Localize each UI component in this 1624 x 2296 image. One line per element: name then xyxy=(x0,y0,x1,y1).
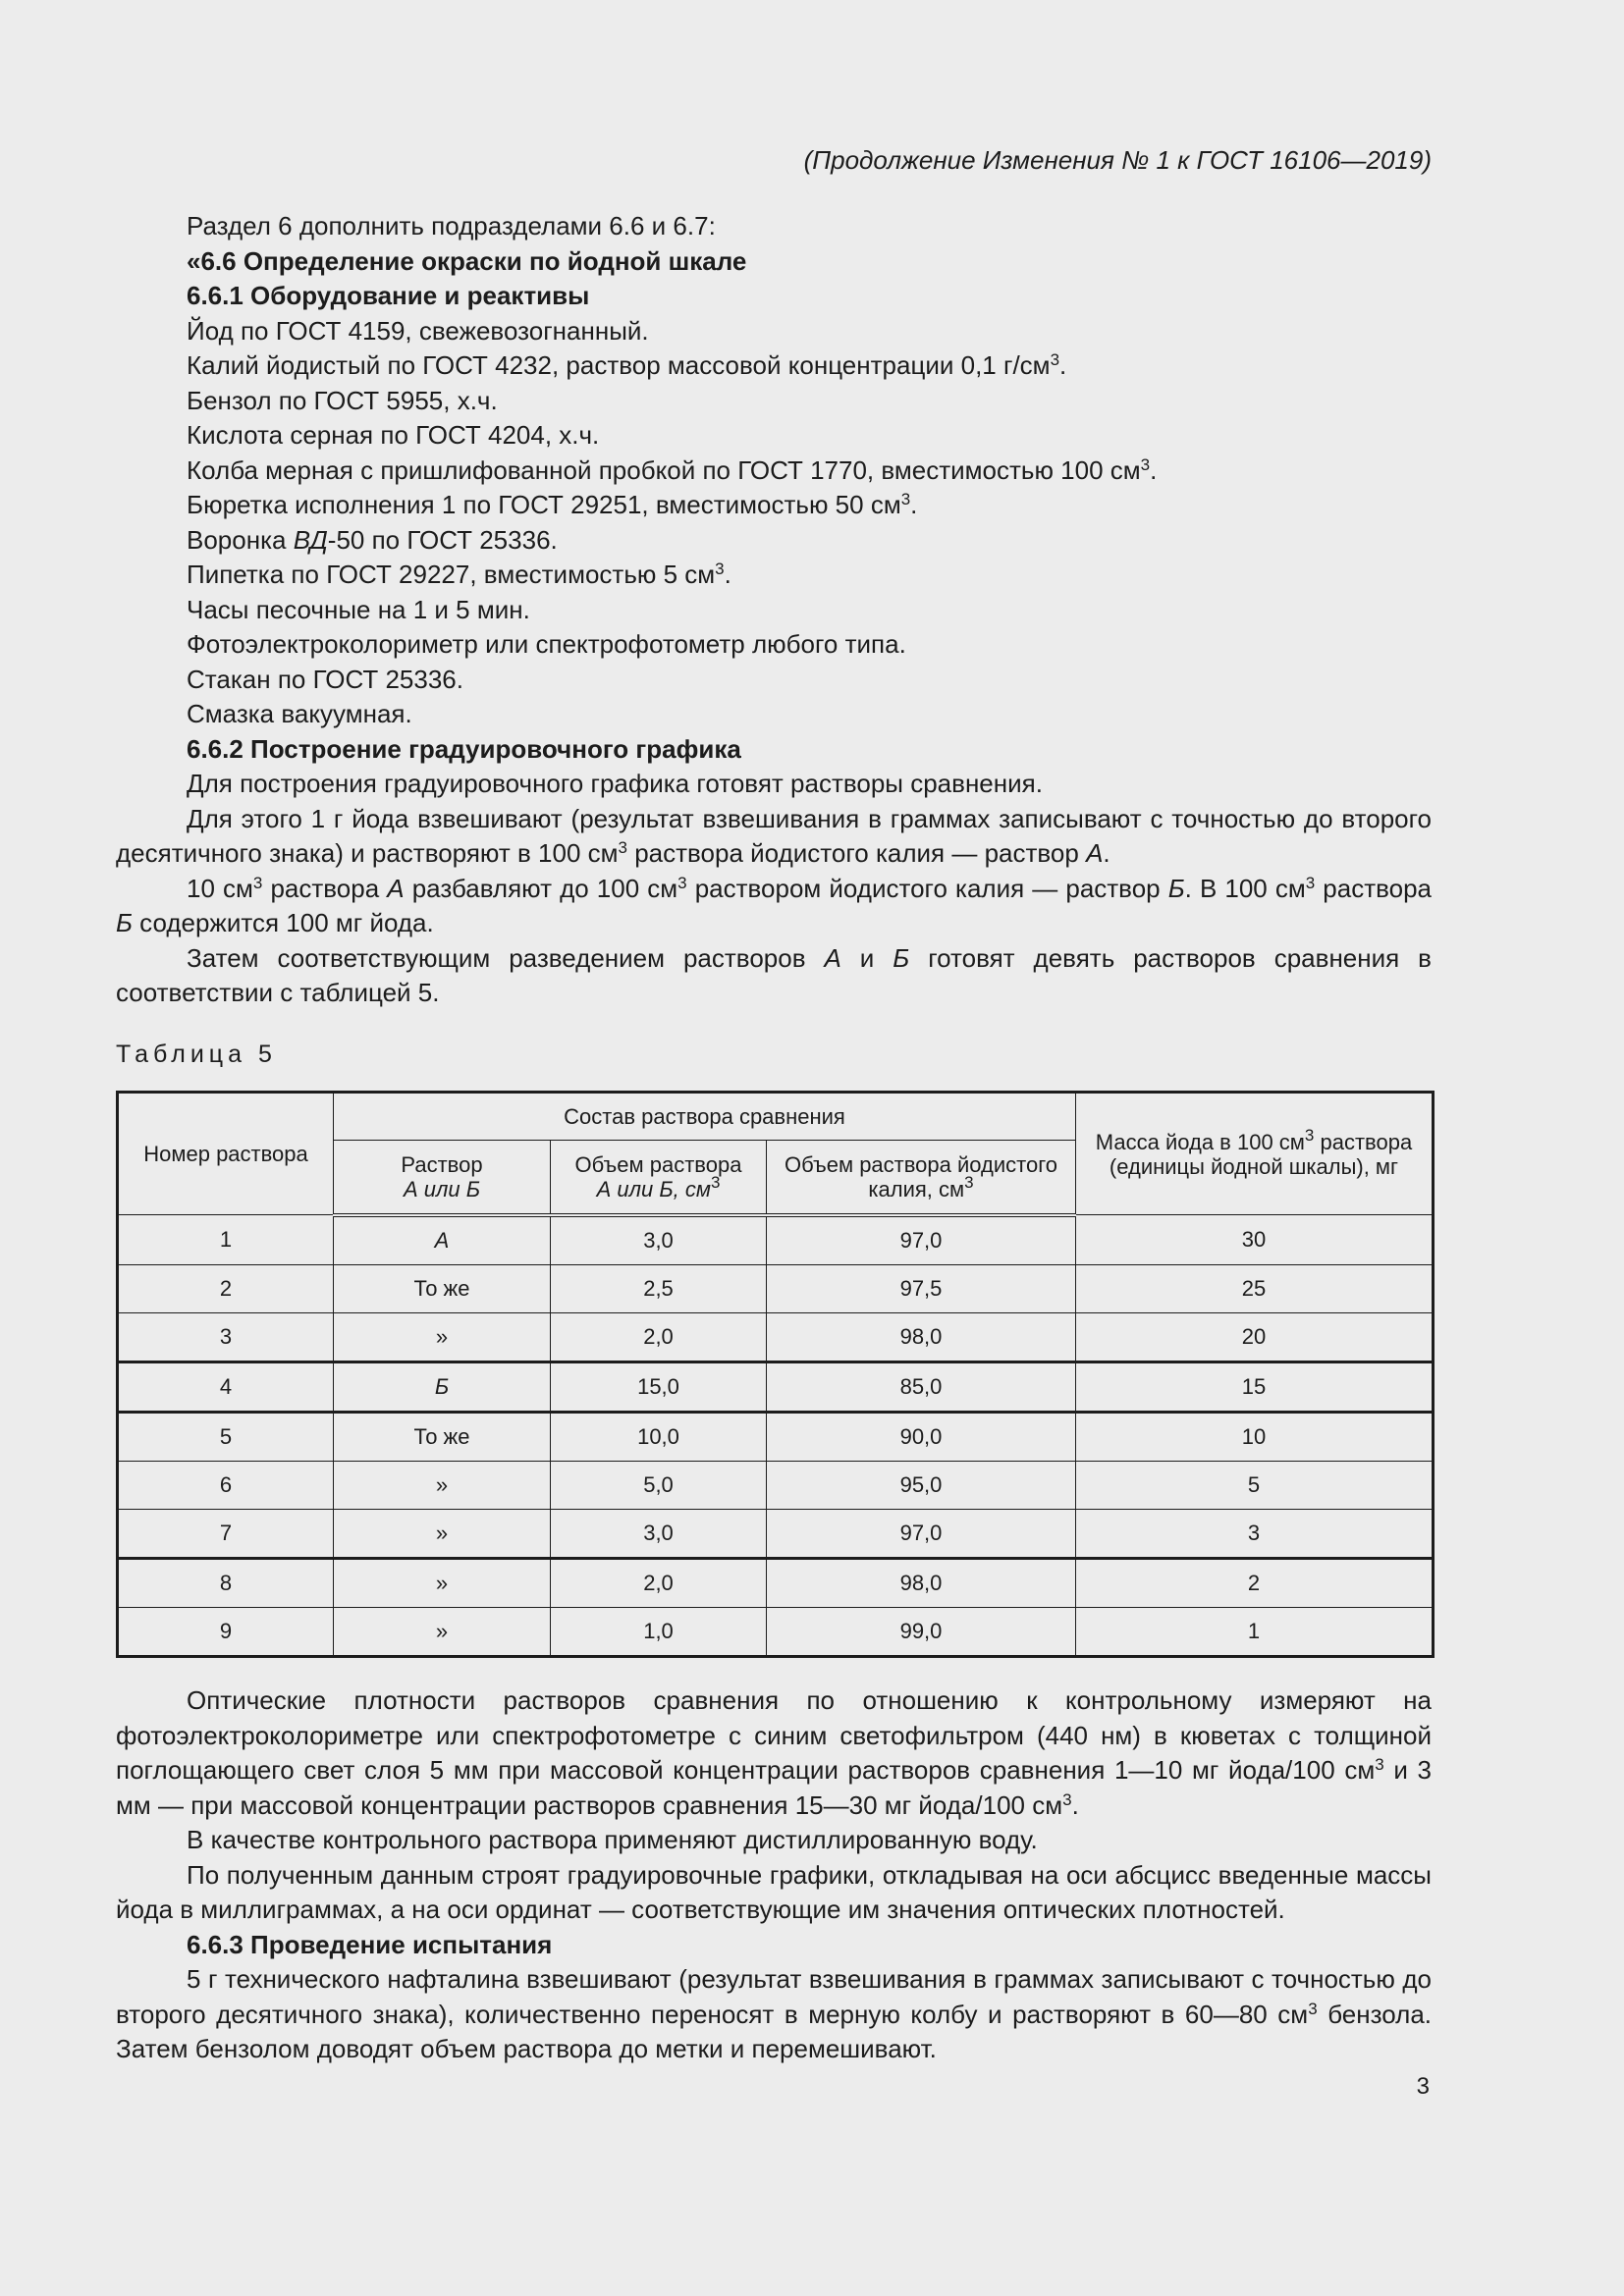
paragraph-4: Затем соответствующим разведением растворов А и Б готовят девять растворов сравнения в соответствии с таблицей 5. xyxy=(116,942,1432,1007)
running-header: (Продолжение Изменения № 1 к ГОСТ 16106—2019) xyxy=(803,145,1432,175)
header-composition-group: Состав раствора сравнения xyxy=(334,1093,1076,1141)
item-iodine: Йод по ГОСТ 4159, свежевозогнанный. xyxy=(187,315,649,346)
header-iodine-mass: Масса йода в 100 $см^3$ раствора (единицы йодной шкалы), мг xyxy=(1076,1093,1434,1215)
item-grease: Смазка вакуумная. xyxy=(187,699,412,728)
paragraph-8: 5 г технического нафталина взвешивают (результат взвешивания в граммах записывают с точностью до второго десятичного знака), количественно переносят в мерную колбу и растворяют в 60—80 $см^3$ бензола. Затем бензолом доводят объем раствора до метки и перемешивают. xyxy=(116,1964,1432,2063)
paragraph-3: 10 $см^3$ раствора А разбавляют до 100 $см^3$ раствором йодистого калия — раствор Б. В 100 $см^3$ раствора Б содержится 100 мг йода. xyxy=(116,873,1432,937)
header-ki-volume: Объем раствора йодистого калия, $см^3$ xyxy=(767,1141,1076,1215)
paragraph-6: В качестве контрольного раствора применяют дистиллированную воду. xyxy=(187,1825,1038,1854)
paragraph-1: Для построения градуировочного графика готовят растворы сравнения. xyxy=(187,769,1043,798)
paragraph-5: Оптические плотности растворов сравнения по отношению к контрольному измеряют на фотоэлектроколориметре или спектрофотометре с синим светофильтром (440 нм) в кюветах с толщиной поглощающего свет слоя 5 мм при массовой концентрации растворов сравнения 1—10 мг йода/100 $см^3$ и 3 мм — при массовой концентрации растворов сравнения 15—30 мг йода/100 $см^3$. xyxy=(116,1685,1433,1820)
paragraph-2: Для этого 1 г йода взвешивают (результат взвешивания в граммах записывают с точностью до второго десятичного знака) и растворяют в 100 $см^3$ раствора йодистого калия — раствор А. xyxy=(116,803,1432,868)
subsection-calibration: 6.6.2 Построение градуировочного графика xyxy=(187,733,741,764)
item-benzene: Бензол по ГОСТ 5955, х.ч. xyxy=(187,385,498,415)
table-row: 1 А 3,0 97,0 30 xyxy=(118,1215,1434,1265)
paragraph-7: По полученным данным строят градуировочные графики, откладывая на оси абсцисс введенные массы йода в миллиграммах, а на оси ординат — соответствующие им значения оптических плотностей. xyxy=(116,1859,1432,1924)
header-solution-volume: Объем раствора А или Б, $см^3$ xyxy=(551,1141,767,1215)
intro-line: Раздел 6 дополнить подразделами 6.6 и 6.7: xyxy=(187,211,716,240)
item-hourglass: Часы песочные на 1 и 5 мин. xyxy=(187,594,530,624)
header-solution-number: Номер раствора xyxy=(118,1093,334,1215)
table-row: 6 » 5,0 95,0 5 xyxy=(118,1461,1434,1509)
table-row: 7 » 3,0 97,0 3 xyxy=(118,1509,1434,1558)
item-photometer: Фотоэлектроколориметр или спектрофотометр любого типа. xyxy=(187,629,906,659)
table-row: 4 Б 15,0 85,0 15 xyxy=(118,1362,1434,1412)
item-beaker: Стакан по ГОСТ 25336. xyxy=(187,664,463,694)
table-row: 2 То же 2,5 97,5 25 xyxy=(118,1264,1434,1312)
subsection-equipment: 6.6.1 Оборудование и реактивы xyxy=(187,281,590,310)
section-title: «6.6 Определение окраски по йодной шкале xyxy=(187,245,747,276)
text-block-top xyxy=(116,209,1432,1011)
table-row: 9 » 1,0 99,0 1 xyxy=(118,1607,1434,1656)
table-row: 8 » 2,0 98,0 2 xyxy=(118,1558,1434,1607)
subsection-test: 6.6.3 Проведение испытания xyxy=(187,1929,553,1959)
header-solution-type: Раствор А или Б xyxy=(334,1141,551,1215)
item-sulfuric-acid: Кислота серная по ГОСТ 4204, х.ч. xyxy=(187,420,600,450)
item-burette: Бюретка исполнения 1 по ГОСТ 29251, вместимостью 50 $см^3$. xyxy=(187,490,918,519)
item-funnel: Воронка ВД-50 по ГОСТ 25336. xyxy=(187,524,558,555)
item-potassium-iodide: Калий йодистый по ГОСТ 4232, раствор массовой концентрации 0,1 $г/см^3$. xyxy=(187,350,1067,380)
table-5 xyxy=(116,1091,1435,1658)
page-number: 3 xyxy=(1416,2073,1430,2100)
text-block-bottom xyxy=(116,1683,1432,2067)
table-caption: Таблица 5 xyxy=(116,1041,277,1068)
item-flask: Колба мерная с пришлифованной пробкой по ГОСТ 1770, вместимостью 100 $см^3$. xyxy=(187,454,1158,485)
table-row: 5 То же 10,0 90,0 10 xyxy=(118,1412,1434,1461)
item-pipette: Пипетка по ГОСТ 29227, вместимостью 5 $см^3$. xyxy=(187,560,731,589)
table-row: 3 » 2,0 98,0 20 xyxy=(118,1312,1434,1362)
